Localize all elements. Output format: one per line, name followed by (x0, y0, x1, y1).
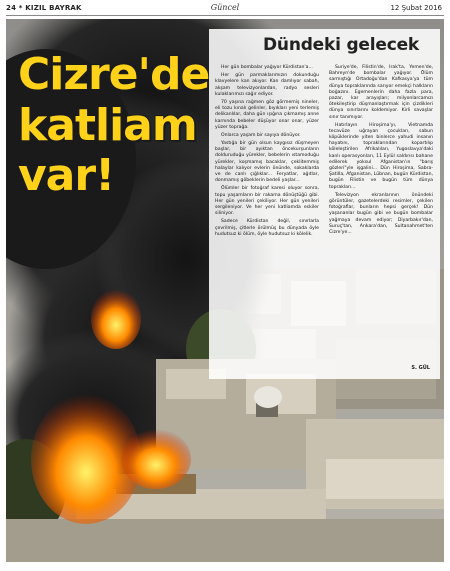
article-column-2 (329, 65, 433, 238)
section-label: Güncel (210, 3, 240, 12)
article-panel (209, 29, 440, 379)
paragraph: Yastığa bir gün olsun kaygısız düşmeyen başlar, bir ayıktan öncekurşunların dolduruduğu yürekler, bebelerin ıstamoduğu yürekler, koşmamış bacaklar, çeklitemmiş halaylar kalıyor evlerin önünde, sokaklarda ve de canlı çığlıklar... Feryatlar, ağıtlar, donmamış göbeklerin bedeli yaşlar... (215, 141, 319, 184)
issue-date: 12 Şubat 2016 (390, 4, 442, 12)
paragraph: Her gün parmaklarımızın dokunduğu klavyelere kan akıyor. Kan damlıyor sabah, akşam televizyonlardan, radyo sesleri kulaklarımızı sağır ediyor. (215, 73, 319, 97)
paragraph: Onlarca yaşam bir sayıya dönüyor. (221, 132, 301, 138)
author-signature: S. GÜL (411, 365, 430, 371)
paragraph: 70 yaşına rağmen göz görmemiş nineler, eli tozu kınalı gelinler, bıyıkları yeni terlemiş delikanlılar, daha gün ışığına çıkmamış anne karnında bebeler düşüyor onar onar, yüzer yüzer toprağa. (215, 99, 319, 130)
article-column-1 (215, 65, 319, 240)
article-title: Dündeki gelecek (263, 35, 420, 55)
paragraph: Ölümler bir fotoğraf karesi oluyor sonra, topu yaşamların bir rakama dönüştüğü gibi. Her gün yenileri çekiliyor. Her gün yenileri sergileniyor. Ve her yeni katliamda eskiler siliniyor. (215, 186, 319, 217)
page-label: 24 * KIZIL BAYRAK (6, 4, 82, 12)
headline-line-1: Cizre'de (18, 49, 210, 100)
headline-line-2: katliam (18, 99, 197, 151)
paragraph: Her gün bombalar yağıyor Kürdistan'a... (221, 65, 313, 70)
page-header (0, 0, 450, 20)
headline-line-3: var! (18, 150, 115, 202)
paragraph: Sadece Kürdistan değil, sınırlarla çevrilmiş, çitlerle örülmüş bu dünyada öyle hudutsuz ki ölüm, öyle hudutsuz ki kölelik. (215, 219, 319, 237)
paragraph: Hatırlayın Hiroşima'yı, Vietnamda tecavüze uğrayan çocukları, sabun köpüklerinde yiten binlerce yahudi insanın hayatını, topraklarından kopartılıp köleleştirilen Afrikalıları, Yugoslavya'daki kanlı operasyonları, 11 Eylül saldırısı bahane edilerek yoksul Afganistan'ın "barış gözleri"yle işgalini... Dün Hiroşima, Sabra-Şatilla, Afganistan, Lübnan, bugün Kürdistan, bugün Filistin ve bugün tüm dünya toprakları... (329, 122, 433, 190)
paragraph: Suriye'de, Filistin'de, Irak'ta, Yemen'de, Bahreyn'de bombalar yağıyor. Ölüm sarmıştığı Ortadoğu'dan Kafkasya'ya tüm dünya topraklarında sarıyor emekçi halkların boğazını. Egemenlerin daha fazla para, pazar, kar arayışları; milyonlarcamızı ötekileştirip düşmanlaştırmak için çizdikleri dünya sınırlarını koldemiyor. Kirli savaşlar sınır tanımıyor. (329, 65, 433, 120)
header-rule (6, 15, 444, 16)
paragraph: Televizyon ekranlarının önündeki görüntüler, gazetelerdeki resimler, çekilen fotoğraflar, bunların hepsi gerçek! Dün yaşananlar bugün gibi ve bugün bombalar yağmaya devam ediyor; Diyarbakır'dan, Suruç'tan, Ankara'dan, Sultanahmet'ten Cizre'ye... (329, 192, 433, 235)
